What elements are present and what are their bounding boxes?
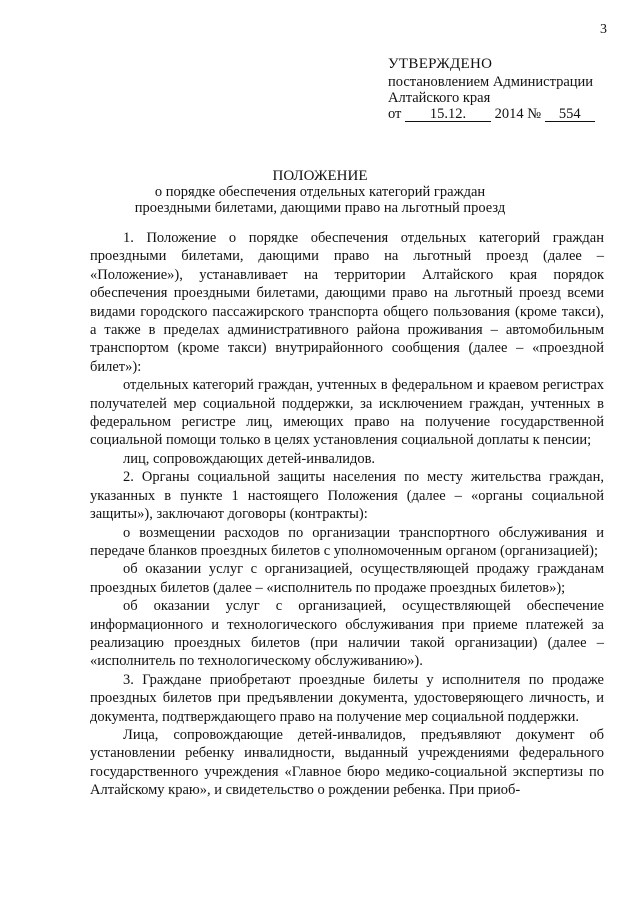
- paragraph-1: 1. Положение о порядке обеспечения отдельных категорий граждан проездными билетами, дающими право на льготный проезд (далее – «Положение»), устанавливает на территории Алтайского края порядок обеспечения проездными билетами, дающими право на льготный проезд всеми видами городского пассажирского транспорта общего пользования (кроме такси), а также в пределах административного района проживания – автомобильным транспортом (кроме такси) внутрирайонного сообщения (далее – «проездной билет»):: [90, 230, 604, 375]
- approval-stamp: [388, 56, 595, 122]
- from-label: от: [388, 106, 402, 122]
- paragraph-7: об оказании услуг с организацией, осуществляющей обеспечение информационного и технологического обслуживания при приеме платежей за реализацию проездных билетов (при наличии такой организации) (далее – «исполнитель по технологическому обслуживанию»).: [90, 598, 604, 670]
- paragraph-3: лиц, сопровождающих детей-инвалидов.: [123, 450, 376, 467]
- paragraph-2: отдельных категорий граждан, учтенных в федеральном и краевом регистрах получателей мер социальной поддержки, за исключением граждан, учтенных в федеральном регистре лиц, имеющих право на получение государственной социальной помощи только в целях установления социальной доплаты к пенсии;: [90, 377, 604, 449]
- approval-line-2: Алтайского края: [388, 90, 491, 106]
- approval-date-line: [388, 106, 595, 122]
- document-body: [90, 229, 604, 800]
- page-number: 3: [600, 22, 607, 37]
- paragraph-4: 2. Органы социальной защиты населения по месту жительства граждан, указанных в пункте 1 настоящего Положения (далее – «органы социальной защиты»), заключают договоры (контракты):: [90, 469, 604, 523]
- approval-line-1: постановлением Администрации: [388, 74, 594, 90]
- approval-date: 15.12.: [405, 108, 491, 122]
- paragraph-6: об оказании услуг с организацией, осуществляющей продажу гражданам проездных билетов (далее – «исполнитель по продаже проездных билетов»);: [90, 561, 604, 596]
- paragraph-9: Лица, сопровождающие детей-инвалидов, предъявляют документ об установлении ребенку инвалидности, выданный учреждениями федерального государственного учреждения «Главное бюро медико-социальной экспертизы по Алтайскому краю», и свидетельство о рождении ребенка. При приоб-: [90, 726, 604, 799]
- document-heading: [0, 168, 640, 216]
- approval-year: 2014: [494, 106, 524, 122]
- document-subtitle-line-1: о порядке обеспечения отдельных категорий граждан: [154, 184, 486, 200]
- document-title: ПОЛОЖЕНИЕ: [272, 168, 368, 184]
- approval-title: УТВЕРЖДЕНО: [388, 56, 493, 72]
- paragraph-8: 3. Граждане приобретают проездные билеты у исполнителя по продаже проездных билетов при предъявлении документа, удостоверяющего личность, и документа, подтверждающего право на получение мер социальной поддержки.: [90, 671, 604, 725]
- approval-number: 554: [545, 108, 595, 122]
- document-subtitle-line-2: проездными билетами, дающими право на льготный проезд: [134, 200, 506, 216]
- number-label: №: [527, 106, 542, 122]
- paragraph-5: о возмещении расходов по организации транспортного обслуживания и передаче бланков проездных билетов с уполномоченным органом (организацией);: [90, 524, 604, 559]
